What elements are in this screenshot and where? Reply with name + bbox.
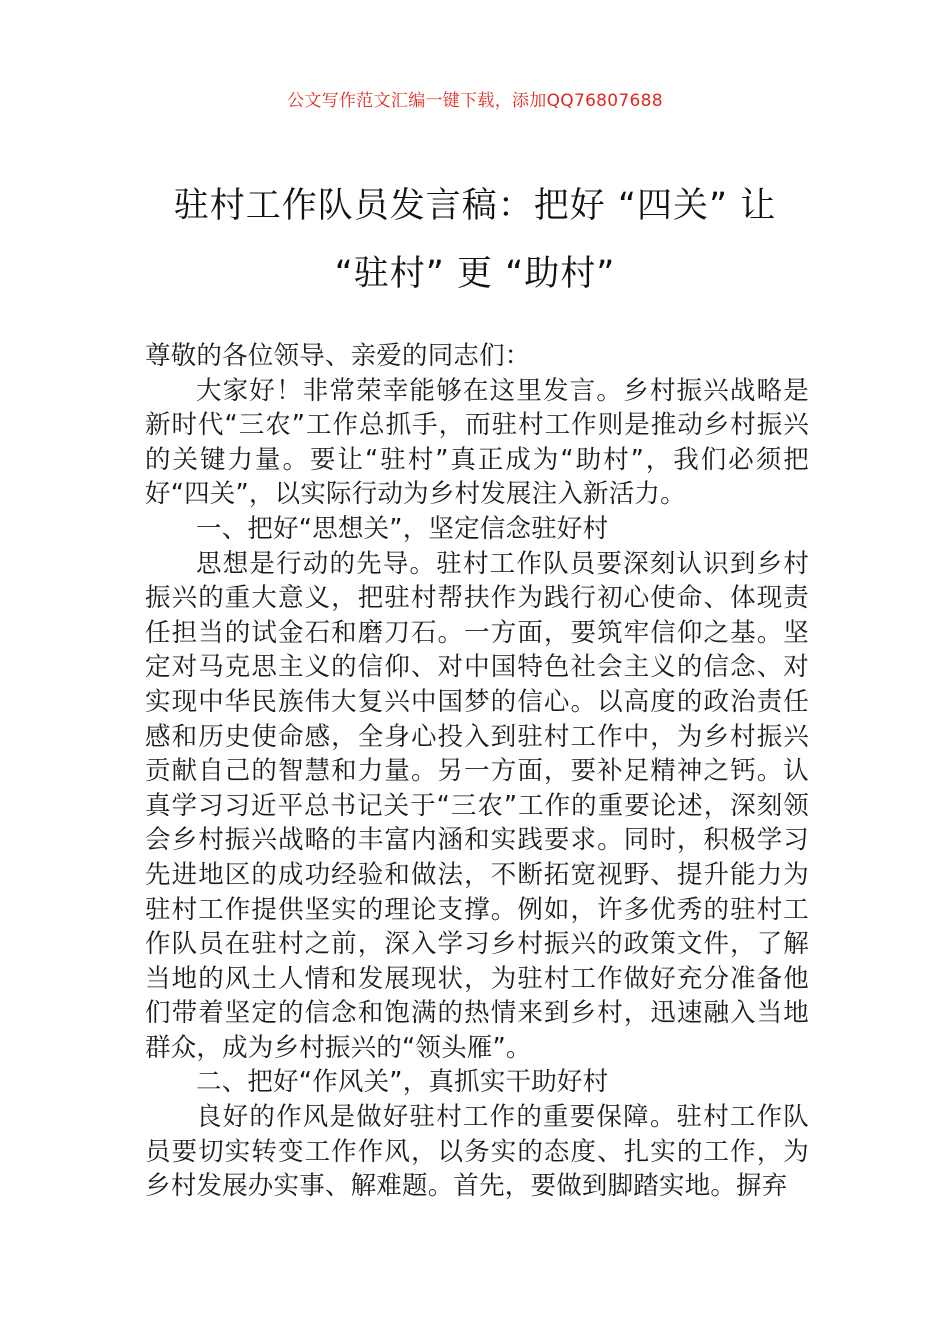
- section-1-heading: 一、把好“思想关”，坚定信念驻好村: [196, 513, 609, 544]
- salutation: 尊敬的各位领导、亲爱的同志们：: [145, 341, 531, 371]
- promo-header-text: 公文写作范文汇编一键下载，添加QQ76807688: [287, 91, 663, 111]
- section-2-paragraph: 良好的作风是做好驻村工作的重要保障。驻村工作队员要切实转变工作作风，以务实的态度、扎实的工作，为乡村发展办实事、解难题。首先，要做到脚踏实地。摒弃: [145, 1102, 809, 1202]
- document-title: [110, 172, 840, 308]
- section-2-heading: 二、把好“作风关”，真抓实干助好村: [196, 1067, 609, 1098]
- title-line-1: 驻村工作队员发言稿：把好 “四关” 让: [173, 186, 777, 226]
- title-line-2: “驻村” 更 “助村”: [334, 254, 616, 294]
- document-body: [145, 339, 809, 1204]
- section-1-paragraph: 思想是行动的先导。驻村工作队员要深刻认识到乡村振兴的重大意义，把驻村帮扶作为践行初心使命、体现责任担当的试金石和磨刀石。一方面，要筑牢信仰之基。坚定对马克思主义的信仰、对中国特色社会主义的信念、对实现中华民族伟大复兴中国梦的信心。以高度的政治责任感和历史使命感，全身心投入到驻村工作中，为乡村振兴贡献自己的智慧和力量。另一方面，要补足精神之钙。认真学习习近平总书记关于“三农”工作的重要论述，深刻领会乡村振兴战略的丰富内涵和实践要求。同时，积极学习先进地区的成功经验和做法，不断拓宽视野、提升能力为驻村工作提供坚实的理论支撑。例如，许多优秀的驻村工作队员在驻村之前，深入学习乡村振兴的政策文件，了解当地的风土人情和发展现状，为驻村工作做好充分准备他们带着坚定的信念和饱满的热情来到乡村，迅速融入当地群众，成为乡村振兴的“领头雁”。: [145, 548, 809, 1063]
- intro-paragraph: 大家好！非常荣幸能够在这里发言。乡村振兴战略是新时代“三农”工作总抓手，而驻村工作则是推动乡村振兴的关键力量。要让“驻村”真正成为“助村”，我们必须把好“四关”，以实际行动为乡村发展注入新活力。: [145, 375, 809, 510]
